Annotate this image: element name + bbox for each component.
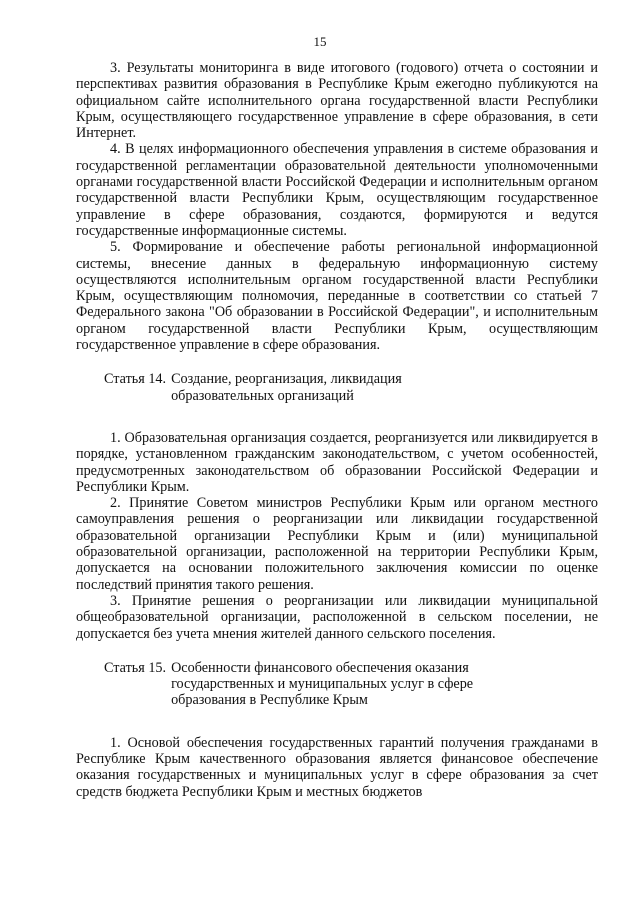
paragraph: 2. Принятие Советом министров Республики Крым или органом местного самоуправления решения о реорганизации или ликвидации государственной образовательной организации Республики Крым и (или) муниципальной образовательной организации, расположенной на территории Республики Крым, допускается на основании положительного заключения комиссии по оценке последствий принятия такого решения.: [76, 495, 598, 593]
document-body: [76, 60, 598, 800]
article-15-heading: [76, 660, 598, 709]
paragraph: 3. Принятие решения о реорганизации или ликвидации муниципальной общеобразовательной организации, расположенной в сельском поселении, не допускается без учета мнения жителей данного сельского поселения.: [76, 592, 598, 642]
article-label: Статья 14.: [104, 371, 167, 388]
page-number: 15: [313, 34, 327, 49]
paragraph: 4. В целях информационного обеспечения управления в системе образования и государственной регламентации образовательной деятельности уполномоченными органами государственной власти Российской Федерации и исполнительным органом государственной власти Республики Крым, осуществляющим государственное управление в сфере образования, создаются, формируются и ведутся государственные информационные системы.: [76, 141, 598, 239]
paragraph: 1. Образовательная организация создается, реорганизуется или ликвидируется в порядке, установленном гражданским законодательством, с учетом особенностей, предусмотренных законодательством об образовании Российской Федерации и Республики Крым.: [76, 429, 598, 495]
article-label: Статья 15.: [104, 659, 167, 676]
paragraph: 1. Основой обеспечения государственных гарантий получения гражданами в Республике Крым качественного образования является финансовое обеспечение оказания государственных и муниципальных услуг в сфере образования за счет средств бюджета Республики Крым и местных бюджетов: [76, 734, 598, 800]
paragraph: 3. Результаты мониторинга в виде итогового (годового) отчета о состоянии и перспективах развития образования в Республике Крым ежегодно публикуются на официальном сайте исполнительного органа государственной власти Республики Крым, осуществляющего государственное управление в сфере образования, в сети Интернет.: [76, 60, 598, 142]
article-14-heading: [76, 371, 598, 404]
article-title: Создание, реорганизация, ликвидация образовательных организаций: [171, 371, 402, 404]
paragraph: 5. Формирование и обеспечение работы региональной информационной системы, внесение данных в федеральную информационную систему осуществляются исполнительным органом государственной власти Республики Крым, осуществляющим полномочия, переданные в соответствии со статьей 7 Федерального закона "Об образовании в Российской Федерации", и исполнительным органом государственной власти Республики Крым, осуществляющим государственное управление в сфере образования.: [76, 239, 598, 354]
article-title: Особенности финансового обеспечения оказания государственных и муниципальных услуг в сфере образования в Республике Крым: [171, 659, 474, 709]
